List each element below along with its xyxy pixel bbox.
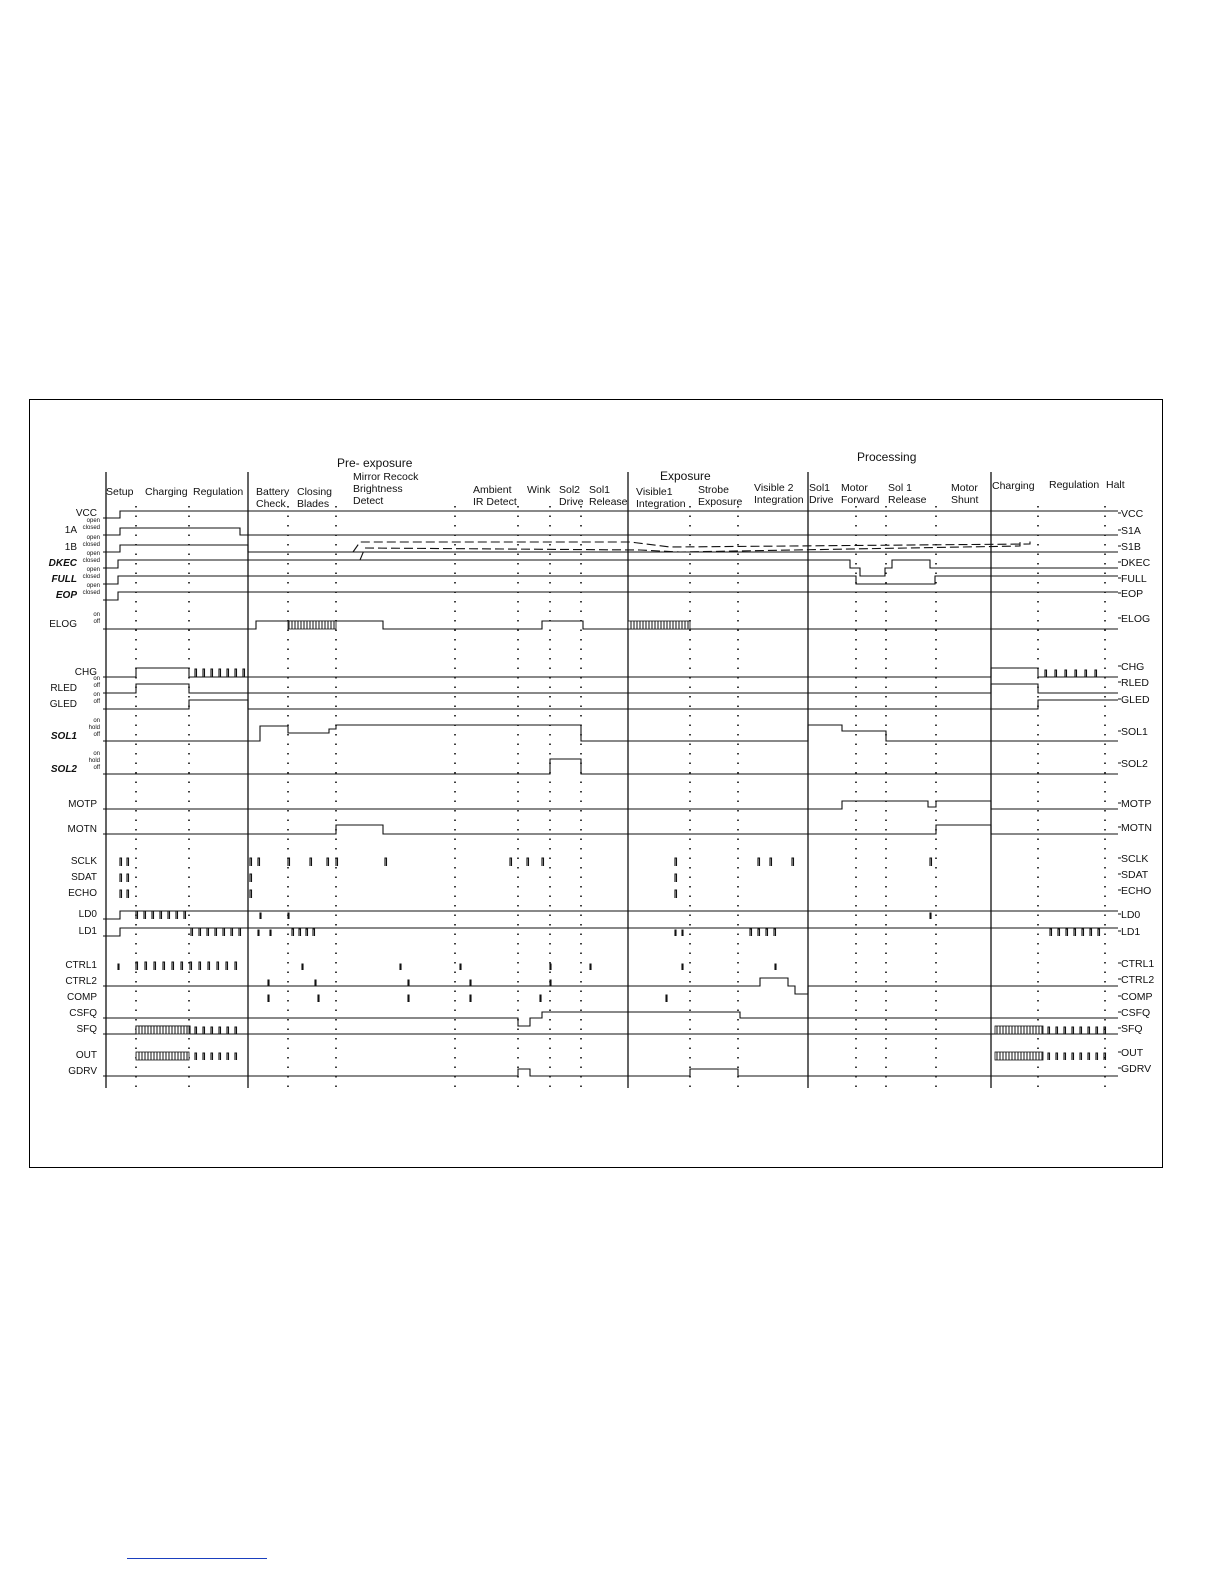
waveform-motp	[103, 801, 1118, 809]
pulse-out	[1104, 1053, 1106, 1060]
signal-state-elog-on: on	[93, 612, 100, 618]
pulse-sclk	[288, 858, 290, 866]
pulse-ctrl1	[590, 964, 591, 970]
pulse-ctrl1	[172, 962, 174, 970]
pulse-sfq	[1088, 1027, 1090, 1034]
signal-label-left-sdat: SDAT	[71, 872, 97, 883]
phase-label-visible2-integration: Visible 2 Integration	[754, 482, 804, 506]
signal-label-right-sol1: SOL1	[1121, 726, 1148, 738]
pulse-ctrl1	[400, 964, 401, 970]
pulse-ld1	[750, 929, 752, 936]
pulse-sfq	[235, 1027, 237, 1034]
pulse-sclk	[327, 858, 329, 866]
pulse-out	[1072, 1053, 1074, 1060]
pulse-sclk	[792, 858, 794, 866]
signal-label-left-sclk: SCLK	[70, 856, 97, 867]
waveform-gled	[103, 700, 1118, 709]
signal-label-right-out: OUT	[1121, 1047, 1144, 1059]
pulse-out	[219, 1053, 221, 1060]
pulse-comp	[470, 995, 471, 1002]
pwm-burst-out	[995, 1052, 1043, 1060]
pulse-sdat	[250, 874, 252, 882]
pulse-ld1	[766, 929, 768, 936]
signal-label-left-sfq: SFQ	[76, 1024, 97, 1035]
pulse-sfq	[1064, 1027, 1066, 1034]
signal-state-full-open: open	[86, 567, 100, 573]
pulse-chg	[243, 669, 245, 677]
signal-label-right-s1a: S1A	[1121, 525, 1141, 537]
pulse-sfq	[203, 1027, 205, 1034]
pulse-sfq	[1048, 1027, 1050, 1034]
signal-label-right-vcc: VCC	[1121, 508, 1144, 520]
pulse-ld1	[1066, 929, 1068, 936]
pulse-echo	[250, 890, 252, 898]
phase-label-halt: Halt	[1106, 479, 1125, 491]
waveform-layer	[103, 511, 1118, 1076]
pulse-ld1	[299, 929, 301, 936]
pulse-chg	[1045, 670, 1047, 677]
phase-divider-layer	[106, 472, 1105, 1088]
signal-label-right-elog: ELOG	[1121, 613, 1151, 625]
pulse-ld0	[168, 911, 170, 919]
pulse-ld1	[306, 929, 308, 936]
pulse-ctrl1	[154, 962, 156, 970]
signal-label-right-dkec: DKEC	[1121, 557, 1151, 569]
signal-state-sol1-hold: hold	[88, 725, 100, 731]
pulse-ctrl1	[460, 964, 461, 970]
pulse-ld1	[270, 930, 271, 936]
pulse-sclk	[258, 858, 260, 866]
pulse-ld1	[675, 930, 676, 936]
pulse-ctrl1	[145, 962, 147, 970]
phase-label-sol2-drive: Sol2 Drive	[559, 484, 584, 508]
pulse-ctrl1	[682, 964, 683, 970]
signal-label-left-sol2: SOL2	[50, 764, 77, 775]
pulse-out	[211, 1053, 213, 1060]
phase-label-sol1-drive: Sol1 Drive	[809, 482, 834, 506]
signal-label-layer	[49, 508, 1155, 1077]
pulse-ctrl1	[181, 962, 183, 970]
pulse-ld1	[1074, 929, 1076, 936]
phase-label-charging: Charging	[145, 486, 188, 498]
pulse-out	[227, 1053, 229, 1060]
signal-state-rled-on: on	[93, 676, 100, 682]
waveform-elog	[103, 621, 1118, 629]
pulse-comp	[318, 995, 319, 1002]
exposure-title: Exposure	[660, 469, 711, 483]
pulse-sclk	[542, 858, 544, 866]
pulse-out	[1064, 1053, 1066, 1060]
phase-label-motor-forward: Motor Forward	[841, 482, 880, 506]
pulse-ctrl1	[190, 962, 192, 970]
pulse-ld1	[191, 928, 193, 936]
signal-label-left-dkec: DKEC	[48, 558, 77, 569]
pulse-chg	[211, 669, 213, 677]
signal-label-left-vcc: VCC	[75, 508, 97, 519]
waveform-ld0	[103, 911, 1118, 919]
pulse-sfq	[227, 1027, 229, 1034]
phase-label-layer	[106, 471, 1125, 510]
pulse-echo	[675, 890, 677, 898]
signal-state-sol2-on: on	[93, 751, 100, 757]
pulse-ld0	[176, 911, 178, 919]
pulse-ld1	[207, 928, 209, 936]
signal-label-right-echo: ECHO	[1121, 885, 1152, 897]
signal-state-eop-open: open	[86, 583, 100, 589]
signal-state-elog-off: off	[93, 619, 100, 625]
signal-state-s1a-open: open	[86, 518, 100, 524]
pulse-ld0	[288, 913, 289, 919]
pulse-ld0	[160, 911, 162, 919]
pulse-sclk	[336, 858, 338, 866]
pulse-out	[1088, 1053, 1090, 1060]
pulse-sfq	[1096, 1027, 1098, 1034]
processing-title: Processing	[857, 450, 917, 464]
pulse-ld1	[1050, 929, 1052, 936]
signal-label-right-motn: MOTN	[1121, 822, 1152, 834]
pulse-ctrl1	[217, 962, 219, 970]
pulse-ctrl1	[199, 962, 201, 970]
signal-state-sol1-on: on	[93, 718, 100, 724]
signal-label-right-ctrl2: CTRL2	[1121, 974, 1155, 986]
signal-label-left-gled: GLED	[49, 699, 77, 710]
pulse-ld1	[258, 930, 259, 936]
signal-state-s1b-closed: closed	[82, 542, 100, 548]
pulse-ld0	[152, 911, 154, 919]
signal-label-left-ld0: LD0	[78, 909, 97, 920]
pulse-ld1	[231, 928, 233, 936]
pulse-ctrl1	[118, 964, 119, 970]
pulse-ctrl1	[775, 964, 776, 970]
signal-label-right-sdat: SDAT	[1121, 869, 1149, 881]
signal-label-left-s1a: 1A	[64, 525, 77, 536]
pulse-chg	[1065, 670, 1067, 677]
pulse-echo	[120, 890, 122, 898]
phase-label-brightness-detect: Mirror Recock Brightness Detect	[353, 471, 419, 507]
waveform-rled	[103, 684, 1118, 693]
pulse-sfq	[219, 1027, 221, 1034]
pulse-ld1	[682, 930, 683, 936]
pwm-burst-sfq	[136, 1026, 189, 1034]
pulse-out	[1080, 1053, 1082, 1060]
signal-label-left-sol1: SOL1	[50, 731, 77, 742]
pulse-chg	[195, 669, 197, 677]
pulse-comp	[408, 995, 409, 1002]
waveform-s1a	[103, 528, 1118, 535]
pulse-out	[1048, 1053, 1050, 1060]
waveform-ctrl2	[103, 978, 1118, 994]
signal-label-right-motp: MOTP	[1121, 798, 1152, 810]
pulse-out	[235, 1053, 237, 1060]
pulse-ctrl1	[550, 964, 551, 970]
signal-state-gled-on: on	[93, 692, 100, 698]
signal-label-right-csfq: CSFQ	[1121, 1007, 1151, 1019]
phase-label-sol1-release-2: Sol 1 Release	[888, 482, 927, 506]
waveform-sol1	[103, 725, 1118, 741]
signal-state-dkec-open: open	[86, 551, 100, 557]
pulse-ld0	[260, 913, 261, 919]
pulse-ctrl1	[208, 962, 210, 970]
pulse-sfq	[195, 1027, 197, 1034]
signal-label-left-chg: CHG	[74, 667, 97, 678]
pulse-sfq	[211, 1027, 213, 1034]
signal-label-left-rled: RLED	[50, 683, 77, 694]
pulse-sfq	[1104, 1027, 1106, 1034]
pulse-ld0	[930, 913, 931, 919]
pulse-out	[203, 1053, 205, 1060]
pulse-ld1	[313, 929, 315, 936]
pulse-ld1	[215, 928, 217, 936]
signal-label-right-rled: RLED	[1121, 677, 1150, 689]
signal-label-right-gdrv: GDRV	[1121, 1063, 1152, 1075]
pulse-chg	[227, 669, 229, 677]
pulse-chg	[235, 669, 237, 677]
waveform-ld1	[103, 928, 1118, 936]
pulse-out	[1096, 1053, 1098, 1060]
signal-label-left-out: OUT	[75, 1050, 97, 1061]
pulse-ctrl2	[315, 980, 316, 986]
signal-label-left-echo: ECHO	[68, 888, 97, 899]
pulse-comp	[540, 995, 541, 1002]
signal-state-dkec-closed: closed	[82, 558, 100, 564]
pulse-ld0	[144, 911, 146, 919]
pulse-sclk	[510, 858, 512, 866]
timing-diagram	[30, 400, 1164, 1169]
waveform-motn	[103, 825, 1118, 834]
pwm-burst-sfq	[995, 1026, 1043, 1034]
pulse-sfq	[1080, 1027, 1082, 1034]
signal-label-right-sol2: SOL2	[1121, 758, 1148, 770]
phase-label-charging-2: Charging	[992, 480, 1035, 492]
pulse-out	[195, 1053, 197, 1060]
pwm-burst-out	[136, 1052, 189, 1060]
pulse-ctrl2	[470, 980, 471, 986]
signal-label-left-eop: EOP	[55, 590, 77, 601]
pulse-sclk	[250, 858, 252, 866]
pulse-sclk	[385, 858, 387, 866]
signal-state-gled-off: off	[93, 699, 100, 705]
pulse-sfq	[1056, 1027, 1058, 1034]
waveform-gdrv	[103, 1069, 1118, 1076]
signal-label-left-motp: MOTP	[68, 799, 97, 810]
pulse-sclk	[930, 858, 932, 866]
timing-diagram-frame	[29, 399, 1163, 1168]
waveform-csfq	[103, 1012, 1118, 1026]
phase-label-ambient-ir-detect: Ambient IR Detect	[473, 484, 517, 508]
waveform-vcc	[103, 511, 1118, 518]
phase-label-strobe-exposure: Strobe Exposure	[698, 484, 743, 508]
waveform-s1b	[103, 545, 1118, 552]
signal-state-sol2-off: off	[93, 765, 100, 771]
signal-label-right-ld1: LD1	[1121, 926, 1141, 938]
pulse-ld1	[1098, 929, 1100, 936]
pulse-sclk	[120, 858, 122, 866]
signal-state-sol1-off: off	[93, 732, 100, 738]
pulse-sclk	[527, 858, 529, 866]
signal-label-right-sclk: SCLK	[1121, 853, 1149, 865]
pulse-sdat	[120, 874, 122, 882]
signal-label-right-ctrl1: CTRL1	[1121, 958, 1155, 970]
pulse-ctrl1	[302, 964, 303, 970]
pulse-ctrl1	[163, 962, 165, 970]
phase-label-setup: Setup	[106, 486, 134, 498]
pulse-ctrl2	[550, 980, 551, 986]
signal-label-left-csfq: CSFQ	[69, 1008, 97, 1019]
pulse-comp	[268, 995, 269, 1002]
signal-label-left-full: FULL	[51, 574, 77, 585]
waveform-eop	[103, 592, 1118, 600]
waveform-sfq	[103, 1026, 1118, 1034]
signal-label-right-gled: GLED	[1121, 694, 1150, 706]
phase-label-regulation-2: Regulation	[1049, 479, 1100, 491]
signal-label-right-comp: COMP	[1121, 991, 1153, 1003]
waveform-chg	[103, 668, 1118, 677]
pulse-ld1	[199, 928, 201, 936]
pulse-ld1	[239, 928, 241, 936]
pulse-ld1	[1058, 929, 1060, 936]
pulse-echo	[127, 890, 129, 898]
pulse-chg	[219, 669, 221, 677]
phase-label-sol1-release: Sol1 Release	[589, 484, 628, 508]
signal-label-left-motn: MOTN	[67, 824, 97, 835]
pulse-ctrl2	[268, 980, 269, 986]
pulse-comp	[666, 995, 667, 1002]
signal-label-right-s1b: S1B	[1121, 541, 1141, 553]
pwm-burst-elog	[628, 621, 690, 629]
pulse-sfq	[1072, 1027, 1074, 1034]
pulse-out	[1056, 1053, 1058, 1060]
pulse-sclk	[758, 858, 760, 866]
signal-label-right-full: FULL	[1121, 573, 1147, 585]
pulse-sclk	[675, 858, 677, 866]
signal-label-left-ctrl2: CTRL2	[65, 976, 97, 987]
phase-label-wink: Wink	[527, 484, 551, 496]
pulse-chg	[1075, 670, 1077, 677]
pulse-ld1	[1082, 929, 1084, 936]
pulse-ctrl2	[408, 980, 409, 986]
waveform-dkec	[103, 560, 1118, 576]
pulse-sclk	[127, 858, 129, 866]
pulse-ctrl1	[235, 962, 237, 970]
pulse-chg	[1085, 670, 1087, 677]
phase-label-regulation: Regulation	[193, 486, 244, 498]
pulse-sclk	[770, 858, 772, 866]
signal-label-left-ctrl1: CTRL1	[65, 960, 97, 971]
signal-label-right-ld0: LD0	[1121, 909, 1141, 921]
phase-label-closing-blades: Closing Blades	[297, 486, 333, 510]
pulse-ld1	[1090, 929, 1092, 936]
pulse-ld1	[223, 928, 225, 936]
phase-label-visible1-integration: Visible1 Integration	[636, 486, 686, 510]
signal-label-left-comp: COMP	[67, 992, 97, 1003]
pwm-burst-elog	[288, 621, 336, 629]
pulse-chg	[1095, 670, 1097, 677]
waveform-sol2	[103, 759, 1118, 774]
signal-state-rled-off: off	[93, 683, 100, 689]
pulse-ld1	[292, 929, 294, 936]
footer-link-underline	[127, 1558, 267, 1559]
pulse-chg	[1055, 670, 1057, 677]
signal-label-left-s1b: 1B	[64, 542, 77, 553]
pulse-chg	[203, 669, 205, 677]
pulse-ld1	[774, 929, 776, 936]
pulse-sdat	[675, 874, 677, 882]
signal-label-right-eop: EOP	[1121, 588, 1144, 600]
signal-label-left-ld1: LD1	[78, 926, 97, 937]
signal-state-s1a-closed: closed	[82, 525, 100, 531]
signal-label-left-elog: ELOG	[49, 619, 77, 630]
signal-label-left-gdrv: GDRV	[68, 1066, 97, 1077]
phase-label-battery-check: Battery Check	[256, 486, 290, 510]
pulse-ld1	[758, 929, 760, 936]
pulse-sdat	[127, 874, 129, 882]
phase-label-motor-shunt: Motor Shunt	[951, 482, 979, 506]
signal-state-full-closed: closed	[82, 574, 100, 580]
signal-label-right-sfq: SFQ	[1121, 1023, 1143, 1035]
signal-state-sol2-hold: hold	[88, 758, 100, 764]
signal-state-s1b-open: open	[86, 535, 100, 541]
pulse-sclk	[310, 858, 312, 866]
pre-exposure-title: Pre- exposure	[337, 456, 413, 470]
waveform-full	[103, 576, 1118, 584]
pulse-ctrl1	[226, 962, 228, 970]
signal-label-right-chg: CHG	[1121, 661, 1145, 673]
pulse-ld0	[184, 911, 186, 919]
signal-state-eop-closed: closed	[82, 590, 100, 596]
